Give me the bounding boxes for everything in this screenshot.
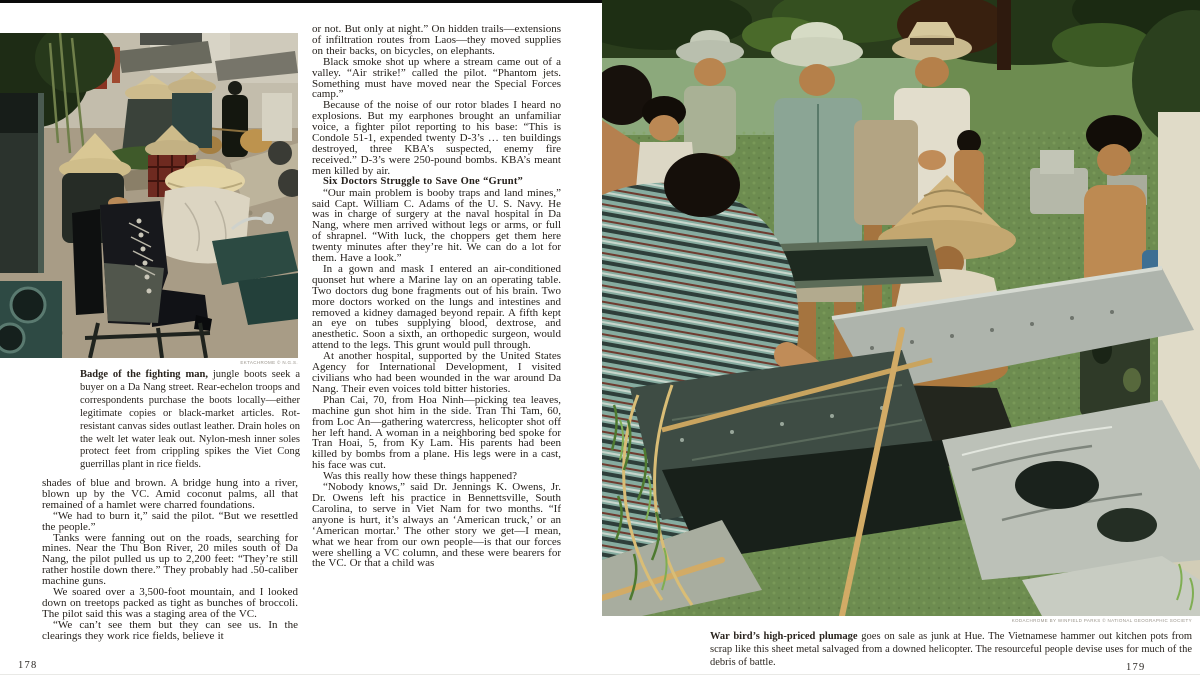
page-number-178: 178 bbox=[18, 660, 38, 671]
paragraph: Because of the noise of our rotor blades I heard no explosions. But my earphones brought an unfamiliar voice, a fighter pilot reporting to his base: “This is Condole 51-1, expended twenty D-3’s … ten buildings destroyed, three KBA’s suspected, enemy fire received.” D-3’s were 250-pound bombs. KBA’s meant men killed by air. bbox=[312, 99, 561, 177]
left-page-text-column bbox=[42, 478, 298, 674]
right-caption-lead: War bird’s high-priced plumage bbox=[710, 631, 858, 642]
paragraph: In a gown and mask I entered an air-conditioned quonset hut where a Marine lay on an operating table. Two doctors dug bone fragments out of his brain. Two more doctors worked on the lungs and intestines and removed a kidney damaged beyond repair. A fifth kept an eye on tubes supplying blood, dextrose, and anesthetic. Soon a sixth, an orthopedic surgeon, would attend to the legs. This grunt would pull through. bbox=[312, 262, 561, 352]
left-caption-text: jungle boots seek a buyer on a Da Nang street. Rear-echelon troops and correspondents purchase the boots locally—either legitimate copies or black-market articles. Rot-resistant canvas sides outlast leather. Drain holes on the welt let water leak out. Nylon-mesh inner soles protect feet from crippling spikes the Viet Cong guerrillas plant in rice fields. bbox=[80, 369, 300, 471]
scan-top-edge-line bbox=[0, 0, 606, 3]
left-photo-credit: EKTACHROME © N.G.S. bbox=[240, 360, 298, 365]
paragraph: Was this really how these things happened? bbox=[323, 470, 517, 483]
jungle-boots-street-illustration bbox=[0, 33, 298, 358]
section-subhead: Six Doctors Struggle to Save One “Grunt” bbox=[323, 175, 523, 187]
left-page-photo-jungle-boots bbox=[0, 33, 298, 358]
right-photo-caption bbox=[710, 631, 1192, 673]
paragraph: or not. But only at night.” On hidden trails—extensions of infiltration routes from Laos—they moved supplies on their backs, on bicycles, on elephants. bbox=[312, 24, 561, 57]
paragraph: “We had to burn it,” said the pilot. “But we resettled the people.” bbox=[42, 509, 298, 533]
left-column-paragraphs bbox=[42, 478, 298, 642]
paragraph: “Our main problem is booby traps and land mines,” said Capt. William C. Adams of the U. S. Navy. He was in charge of surgery at the naval hospital in Da Nang, where men arrived without legs or arms, or full of shrapnel. “With luck, the choppers get them here twenty minutes after they’re hit. We can do a lot for them. Have a look.” bbox=[312, 186, 561, 265]
paragraph: At another hospital, supported by the United States Agency for International Development, I visited civilians who had been wounded in the war around Da Nang. Their even voices told bitter histories. bbox=[312, 350, 561, 395]
paragraph: Black smoke shot up where a stream came out of a valley. “Air strike!” called the pilot. “Phantom jets. Something must have moved near the Special Forces camp.” bbox=[312, 55, 561, 101]
left-caption-lead: Badge of the fighting man, bbox=[80, 369, 208, 380]
scrap-metal-scene-illustration bbox=[602, 0, 1200, 616]
right-page-photo-helicopter-scrap bbox=[602, 0, 1200, 616]
left-photo-caption bbox=[80, 369, 300, 481]
right-caption-text: goes on sale as junk at Hue. The Vietnamese hammer out kitchen pots from scrap like this sheet metal salvaged from a downed helicopter. The resourceful people devise uses for much of the debris of battle. bbox=[710, 631, 1192, 668]
paragraph: “Nobody knows,” said Dr. Jennings K. Owens, Jr. Dr. Owens left his practice in Bennettsville, South Carolina, to serve in Viet Nam for two months. “If anyone is hurt, it’s always an ‘American truck,’ or an ‘American mortar.’ The other story we get—I mean, what we hear from our own people—is that our forces were shelling a VC column, and these were bearers for the VC. Or that a child was bbox=[312, 481, 561, 570]
paragraph: “We can’t see them but they can see us. In the clearings they work rice fields, believe it bbox=[42, 618, 298, 642]
center-column-top-paragraphs bbox=[312, 24, 561, 177]
center-column-bottom-paragraphs bbox=[312, 188, 561, 570]
page-number-179: 179 bbox=[1126, 662, 1146, 673]
paragraph: We soared over a 3,500-foot mountain, and I looked down on treetops packed as tight as bunches of broccoli. The pilot said this was a staging area of the VC. bbox=[42, 586, 298, 620]
center-text-column bbox=[312, 24, 561, 675]
paragraph: shades of blue and brown. A bridge hung into a river, blown up by the VC. Amid coconut palms, all that remained of a hamlet were charred foundations. bbox=[42, 478, 298, 511]
paragraph: Phan Cai, 70, from Hoa Ninh—picking tea leaves, machine gun shot him in the side. Tran Thi Tam, 60, from Loc An—gathering watercress, helicopter shot off her left hand. A woman in a neighboring bed spoke for Tran Hoai, 5, from Ky Lam. His parents had been killed by bombs from a plane. His legs were in a cast, his face was cut. bbox=[312, 393, 561, 472]
right-photo-credit: KODACHROME BY WINFIELD PARKS © NATIONAL GEOGRAPHIC SOCIETY bbox=[1011, 618, 1192, 623]
scan-bottom-edge-line bbox=[0, 674, 1200, 675]
paragraph: Tanks were fanning out on the roads, searching for mines. Near the Thu Bon River, 20 miles south of Da Nang, the pilot pulled us up to 2,200 feet: “They’re still rather hostile down there.” They probably had .50-caliber machine guns. bbox=[42, 531, 298, 588]
